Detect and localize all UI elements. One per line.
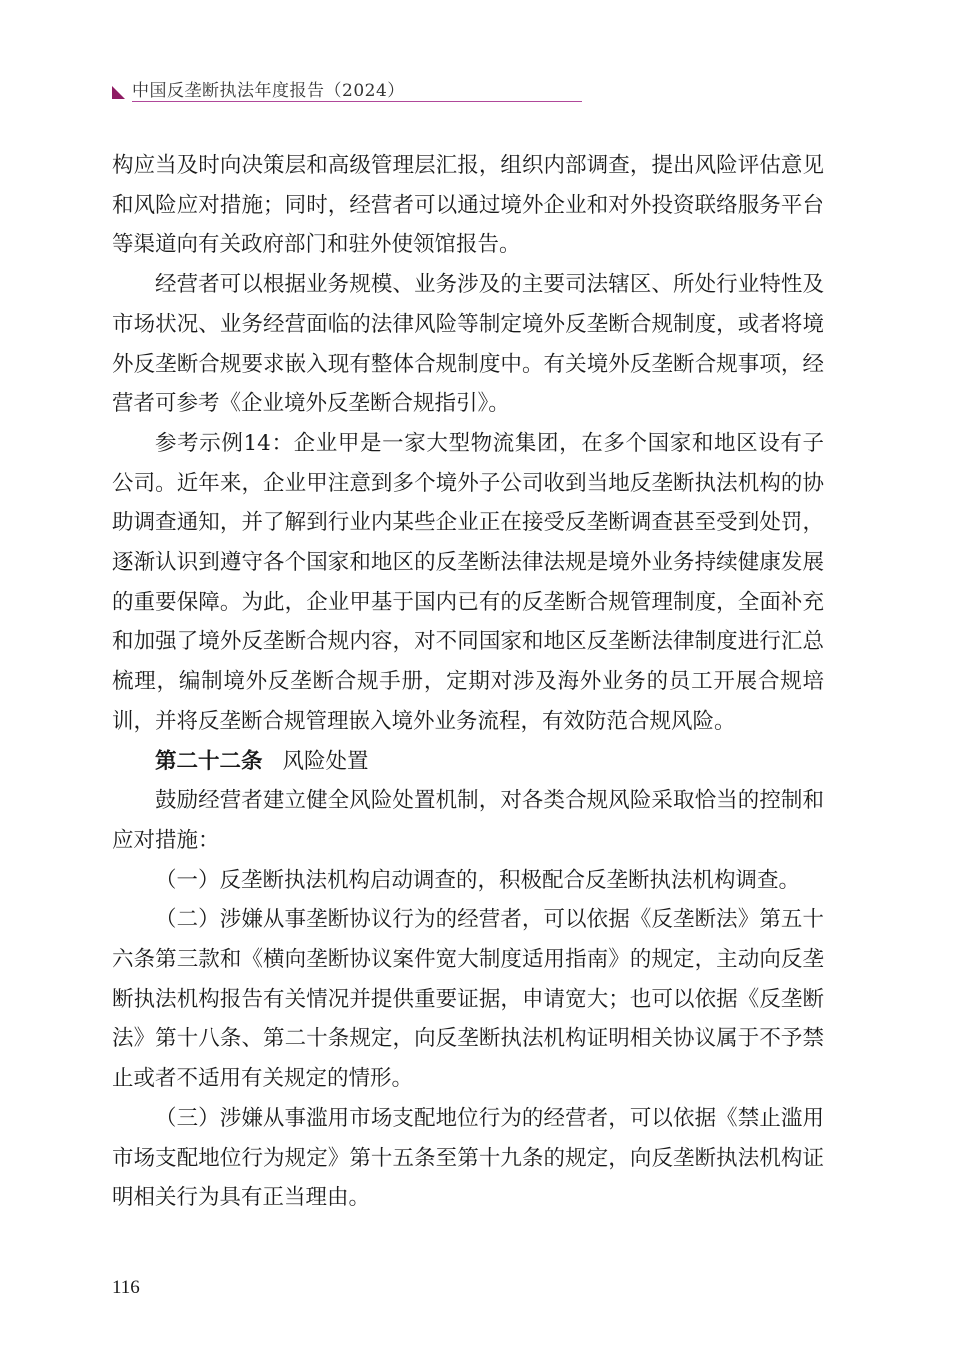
paragraph-item-2: （二）涉嫌从事垄断协议行为的经营者，可以依据《反垄断法》第五十六条第三款和《横向垄断协议案件宽大制度适用指南》的规定，主动向反垄断执法机构报告有关情况并提供重要证据，申请宽大；也可以依据《反垄断法》第十八条、第二十条规定，向反垄断执法机构证明相关协议属于不予禁止或者不适用有关规定的情形。 [112, 907, 824, 1092]
header-triangle-icon [112, 86, 125, 99]
paragraph-item-1: （一）反垄断执法机构启动调查的，积极配合反垄断执法机构调查。 [155, 867, 801, 893]
page-number: 116 [112, 1277, 140, 1298]
paragraph-item-3: （三）涉嫌从事滥用市场支配地位行为的经营者，可以依据《禁止滥用市场支配地位行为规定》第十五条至第十九条的规定，向反垄断执法机构证明相关行为具有正当理由。 [112, 1105, 824, 1211]
paragraph-example-14: 参考示例14：企业甲是一家大型物流集团，在多个国家和地区设有子公司。近年来，企业甲注意到多个境外子公司收到当地反垄断执法机构的协助调查通知，并了解到行业内某些企业正在接受反垄断调查甚至受到处罚，逐渐认识到遵守各个国家和地区的反垄断法律法规是境外业务持续健康发展的重要保障。为此，企业甲基于国内已有的反垄断合规管理制度，全面补充和加强了境外反垄断合规内容，对不同国家和地区反垄断法律制度进行汇总梳理，编制境外反垄断合规手册，定期对涉及海外业务的员工开展合规培训，并将反垄断合规管理嵌入境外业务流程，有效防范合规风险。 [112, 430, 824, 734]
header-title: 中国反垄断执法年度报告（2024） [132, 81, 405, 101]
paragraph-risk-handling-intro: 鼓励经营者建立健全风险处置机制，对各类合规风险采取恰当的控制和应对措施： [112, 788, 824, 853]
header-rule [132, 101, 582, 102]
article-title: 风险处置 [282, 748, 369, 774]
running-header [112, 76, 582, 104]
page-body [112, 146, 824, 1218]
article-heading [112, 742, 824, 782]
paragraph-compliance-system: 经营者可以根据业务规模、业务涉及的主要司法辖区、所处行业特性及市场状况、业务经营面临的法律风险等制定境外反垄断合规制度，或者将境外反垄断合规要求嵌入现有整体合规制度中。有关境外反垄断合规事项，经营者可参考《企业境外反垄断合规指引》。 [112, 272, 824, 417]
paragraph-continuation: 构应当及时向决策层和高级管理层汇报，组织内部调查，提出风险评估意见和风险应对措施；同时，经营者可以通过境外企业和对外投资联络服务平台等渠道向有关政府部门和驻外使领馆报告。 [112, 153, 824, 258]
article-number: 第二十二条 [155, 748, 263, 774]
